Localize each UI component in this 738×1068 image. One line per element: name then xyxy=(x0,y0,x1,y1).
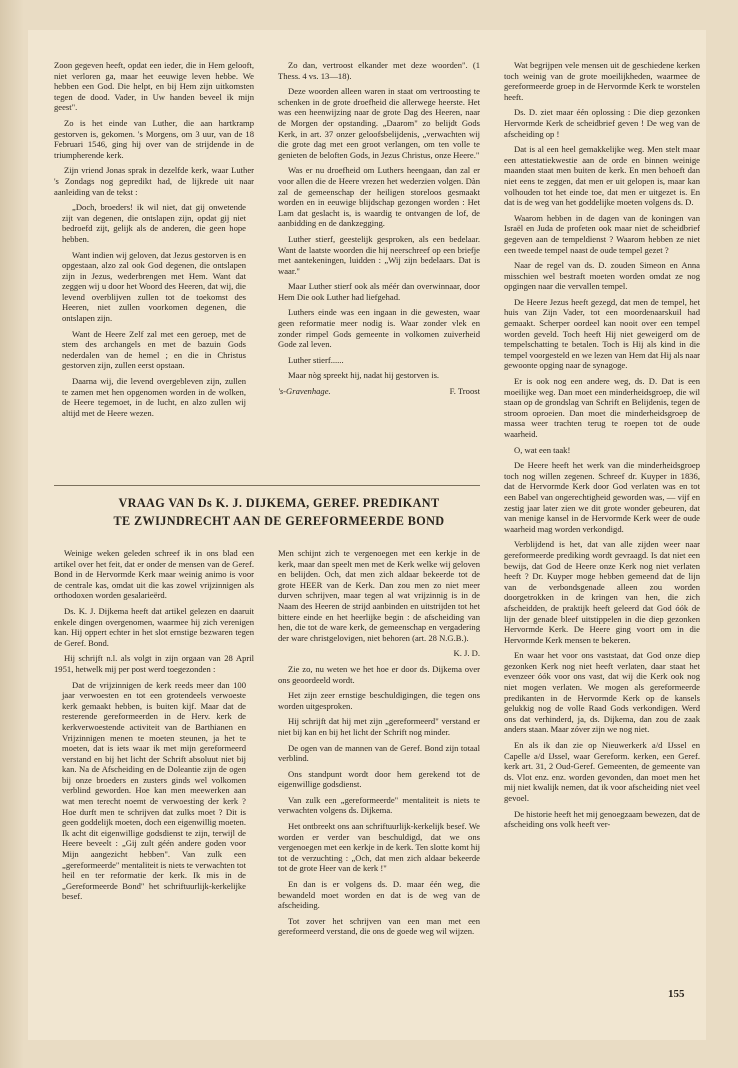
quoted-letter xyxy=(62,680,246,902)
article-title xyxy=(70,494,488,530)
article-title-line-1: VRAAG VAN Ds K. J. DIJKEMA, GEREF. PREDIKANT xyxy=(118,496,440,510)
quote-paragraph: Men schijnt zich te vergenoegen met een kerkje in de kerk, maar dan speelt men met de Kerk welke wij geloven en belijden. Och, dat men zich aldaar bekeerde tot de grote HEER van de Kerk. Dan zou men zo niet meer durven schrijven, maar tegen al wat vrijzinnig is in de Naam des Heeren de strijd aanbinden en uitstrijden tot het bittere einde en het heerlijke begin : de afscheiding van hen, die tot de ware kerk, de gemeenschap en vergadering der ware christgelovigen, niet behoren (art. 28 N.G.B.). xyxy=(278,548,480,643)
paragraph: Het zijn zeer ernstige beschuldigingen, die tegen ons worden uitgesproken. xyxy=(278,690,480,711)
quote-paragraph: Dat de vrijzinnigen de kerk reeds meer dan 100 jaar verwoesten en tot een grotendeels verwoeste kerk gemaakt hebben, is buiten kijf. Maar dat de resterende gereformeerden in de Herv. kerk de kerkverwoestende activiteit van de Barthianen en Vrijzinnigen menen te moeten steunen, ja het te moeten, dat is iets waar ik met mijn gereformeerd verstand en bij het licht der Schrift absoluut niet bij kan. Na de Afscheiding en de Doleantie zijn de ogen bij onze broeders en zusters ginds wel volkomen verblind geworden. Hoe kan men meewerken aan wat men terecht noemt de verwoesting der kerk ? Hoe durft men te schrijven dat zulks moet ? Dit is geen goddelijk moeten, doch een eigenwillig moeten. Ik acht dit eigenwillige godsdienst te zijn, terwijl de Heere beveelt : „Gij zult géén andere goden voor Mijn aangezicht hebben". Van zulk een „gereformeerde" mentaliteit is niets te verwachten tot heil en ter reformatie der kerk. Ik mis in de „Gereformeerde Bond" het schriftuurlijk-kerkelijke besef. xyxy=(62,679,246,902)
paragraph: De ogen van de mannen van de Geref. Bond zijn totaal verblind. xyxy=(278,742,480,764)
paragraph: Ds. K. J. Dijkema heeft dat artikel gelezen en daaruit enkele dingen overgenomen, waarmee hij zich verenigen kan. Hij oppert echter in het slot ernstige bezwaren tegen de Geref. Bond. xyxy=(54,605,254,648)
paragraph: De historie heeft het mij genoegzaam bewezen, dat de afscheiding ons volk heeft ver- xyxy=(504,808,700,830)
quote-paragraph: „Doch, broeders! ik wil niet, dat gij onwetende zijt van degenen, die ontslapen zijn, opdat gij niet bedroefd zijt, gelijk als de anderen, die geen hope hebben. xyxy=(62,202,246,244)
page-edge xyxy=(0,0,24,1068)
section-divider xyxy=(54,485,480,486)
article-title-line-2: TE ZWIJNDRECHT AAN DE GEREFORMEERDE BOND xyxy=(113,514,445,528)
paragraph: Maar nòg spreekt hij, nadat hij gestorven is. xyxy=(288,370,440,381)
column-2 xyxy=(278,60,480,397)
paragraph: Was er nu droefheid om Luthers heengaan, dan zal er voor allen die de Heere vrezen het wederzien volgen. Dàn zal de gemeenschap der heiligen storeloos gesmaakt worden en in eeuwige blijdschap gezongen worden : Het Lam dat geslacht is, is waardig te ontvangen de lof, de aanbidding en de dankzegging. xyxy=(278,165,480,229)
paragraph: O, wat een taak! xyxy=(514,444,571,455)
quote-paragraph: Want indien wij geloven, dat Jezus gestorven is en opgestaan, alzo zal ook God degenen, die ontslapen zijn in Jezus, wederbrengen met Hem. Want dat zeggen wij u door het Woord des Heeren, dat wij, die levend overblijven zullen tot de toekomst des Heeren, niet zullen voorkomen degenen, die ontslapen zijn. xyxy=(62,249,246,324)
bible-quote xyxy=(62,202,246,418)
quote-paragraph: Want de Heere Zelf zal met een geroep, met de stem des archangels en met de bazuin Gods nederdalen van de hemel ; en die in Christus gestorven zijn, zullen eerst opstaan. xyxy=(62,328,246,371)
paragraph: Luther stierf, geestelijk gesproken, als een bedelaar. Want de laatste woorden die hij neerschreef op een briefje met aantekeningen, luidden : „Wij zijn bedelaars. Dat is waar." xyxy=(278,233,480,276)
paragraph: En dan is er volgens ds. D. maar één weg, die bewandeld moet worden en dat is de weg van de afscheiding. xyxy=(278,879,480,911)
paragraph: Dat is al een heel gemakkelijke weg. Men stelt maar een attestatiekwestie aan de orde en binnen weinige maanden staat men buiten de kerk. En men behoeft dan niet eens te zeggen, dat men er uit gelopen is, maar kan volhouden tot het einde toe, dat men er uitgezet is. En dat is de weg van het goddelijke moeten volgens ds. D. xyxy=(504,144,700,208)
paragraph: Waarom hebben in de dagen van de koningen van Israël en Juda de profeten ook maar niet de scheidbrief gegeven aan de tempeldienst ? Waarom hebben ze niet een tweede tempel naast de oude tempel gezet ? xyxy=(504,212,700,255)
paragraph: Naar de regel van ds. D. zouden Simeon en Anna misschien wel bestraft moeten worden omdat ze nog opgingen naar die vervallen tempel. xyxy=(504,260,700,292)
article-column-2 xyxy=(278,548,480,942)
signature-author: F. Troost xyxy=(449,386,480,397)
paragraph: Hij schrijft dat hij met zijn „gereformeerd" verstand er niet bij kan en bij het licht der Schrift nog minder. xyxy=(278,716,480,737)
paragraph: Zo dan, vertroost elkander met deze woorden". (1 Thess. 4 vs. 13—18). xyxy=(278,60,480,81)
paragraph: En als ik dan zie op Nieuwerkerk a/d IJssel en Capelle a/d IJssel, waar Gereform. kerken, een Geref. kerk art. 31, 2 Oud-Geref. Gemeenten, de gemeente van ds. Vlot enz. enz. worden gevonden, dan moet men het mij niet kwalijk nemen, dat ik voor afscheiding niet veel gevoel. xyxy=(504,740,700,803)
paragraph: En waar het voor ons vaststaat, dat God onze diep gezonken Kerk nog niet heeft verlaten, daar staat het evenzeer óók voor ons vast, dat wij die Kerk ook nog niet mogen verlaten. We mogen als gereformeerde predikanten in de Hervormde Kerk op de kansels gelukkig nog de volle Raad Gods verkondigen. Werd ons dat verhinderd, ja, ds. Dijkema, dan zou de zaak anders staan. Maar zóver zijn we nog niet. xyxy=(504,650,700,735)
quote-paragraph: Daarna wij, die levend overgebleven zijn, zullen te zamen met hen opgenomen worden in de wolken, de Heere tegemoet, in de lucht, en alzo zullen wij altijd met de Heere wezen. xyxy=(62,376,246,418)
paragraph: Deze woorden alleen waren in staat om vertroosting te schenken in de grote droefheid die allerwege heerste. Het was een heenwijzing naar de grote Dag des Heeren, naar de Morgen der opstanding. „Daarom" zo belijdt Gods Kerk, in art. 37 onzer geloofsbelijdenis, „verwachten wij die grote dag met een groot verlangen, om ten volle te genieten de beloften Gods, in Jezus Christus, onze Heere." xyxy=(278,86,480,160)
page-number: 155 xyxy=(668,988,685,1000)
paragraph: Luther stierf...... xyxy=(288,354,344,365)
paragraph: Wat begrijpen vele mensen uit de geschiedene kerken toch weinig van de grote moeilijkheden, waarmee de gereformeerde groep in de Hervormde Kerk te worstelen heeft. xyxy=(504,60,700,102)
paragraph: Van zulk een „gereformeerde" mentaliteit is niets te verwachten volgens ds. Dijkema. xyxy=(278,794,480,816)
article-column-1 xyxy=(54,548,254,907)
paragraph: Ons standpunt wordt door hem gerekend tot de eigenwillige godsdienst. xyxy=(278,768,480,790)
paragraph: Verblijdend is het, dat van alle zijden weer naar gereformeerde prediking wordt gevraagd. Is dat niet een bewijs, dat God de Heere onze Kerk nog niet verlaten heeft ? Dr. Kuyper moge hebben gemeend dat de lijn van de verbondsgenade alleen zou worden doorgetrokken in de kringen van hen, die zich afscheidden, de praktijk heeft geleerd dat God óók de lijn der genade bleef uitstippelen in die diep gezonken Hervormde Kerk. De Heere ging voort om in die Hervormde Kerk mensen te bekeren. xyxy=(504,539,700,645)
quote-signature: K. J. D. xyxy=(453,648,480,659)
paragraph: Er is ook nog een andere weg, ds. D. Dat is een moeilijke weg. Dan moet een minderheidsgroep, die wil staan op de grondslag van Schrift en Belijdenis, tegen de stroom oproeien. Dan moet die minderheidsgroep de massa weer trachten terug te roepen tot de oude waarheid. xyxy=(504,376,700,439)
column-3 xyxy=(504,60,700,835)
paragraph: Zie zo, nu weten we het hoe er door ds. Dijkema over ons geoordeeld wordt. xyxy=(278,663,480,685)
paragraph: De Heere heeft het werk van die minderheidsgroep toch nog willen zegenen. Schreef dr. Kuyper in 1836, dat de Hervormde Kerk door God verlaten was en tot een Babel van ongerechtigheid geworden was, — vijf en zestig jaar later zien we dit grote wonder gebeuren, dat van menige kansel in de Hervormde Kerk weer de oude waarheid mag worden verkondigd. xyxy=(504,460,700,534)
paragraph: Tot zover het schrijven van een man met een gereformeerd verstand, die ons de goede weg wil wijzen. xyxy=(278,915,480,937)
paragraph: Het ontbreekt ons aan schriftuurlijk-kerkelijk besef. We worden er verder van beschuldigd, dat we ons vergenoegen met een kerkje in de kerk. Ten slotte komt hij tot de verzuchting : „Och, dat men zich aldaar bekeerde tot de grote Heer van de kerk !" xyxy=(278,821,480,874)
paragraph: Zoon gegeven heeft, opdat een ieder, die in Hem gelooft, niet verloren ga, maar het eeuwige leven hebbe. We hebben een God. Die helpt, en bij Hem zijn uitkomsten tegen de dood. Vader, in Uw handen beveel ik mijn geest". xyxy=(54,60,254,113)
paragraph: Hij schrijft n.l. als volgt in zijn orgaan van 28 April 1951, hetwelk mij per post werd toegezonden : xyxy=(54,653,254,674)
paragraph: Weinige weken geleden schreef ik in ons blad een artikel over het feit, dat er onder de mensen van de Geref. Bond in de Hervormde Kerk maar weinig animo is voor de centrale kas, omdat uit die kas zowel vrijzinnigen als orthodoxen worden gesalarieërd. xyxy=(54,548,254,601)
paragraph: Maar Luther stierf ook als méér dan overwinnaar, door Hem Die ook Luther had liefgehad. xyxy=(278,281,480,302)
signature-place: 's-Gravenhage. xyxy=(278,386,331,397)
paragraph: Zo is het einde van Luther, die aan hartkramp gestorven is, gekomen. 's Morgens, om 3 uur, van de 18 Februari 1546, ging hij over van de strijdende in de triumpherende kerk. xyxy=(54,117,254,160)
paragraph: Zijn vriend Jonas sprak in dezelfde kerk, waar Luther 's Zondags nog gepredikt had, de lijkrede uit naar aanleiding van de tekst : xyxy=(54,165,254,197)
column-1 xyxy=(54,60,254,423)
paragraph: Luthers einde was een ingaan in die gewesten, waar geen reformatie meer nodig is. Waar zonder vlek en zonder rimpel Gods gemeente in volkomen zuiverheid Gode zal leven. xyxy=(278,307,480,350)
signature xyxy=(278,386,480,397)
paragraph: Ds. D. ziet maar één oplossing : Die diep gezonken Hervormde Kerk de scheidbrief geven ! De weg van de afscheiding op ! xyxy=(504,107,700,139)
paragraph: De Heere Jezus heeft gezegd, dat men de tempel, het huis van Zijn Vader, tot een moordenaarskuil had gemaakt. Scherper oordeel kan nooit over een tempel worden geveld. Toch heeft Hij niet geweigerd om de tempelschatting te betalen. Toch is Hij als kind in die tempel voorgesteld en we lezen van Hem dat Hij als naar gewoonte opging naar de synagoge. xyxy=(504,296,700,371)
